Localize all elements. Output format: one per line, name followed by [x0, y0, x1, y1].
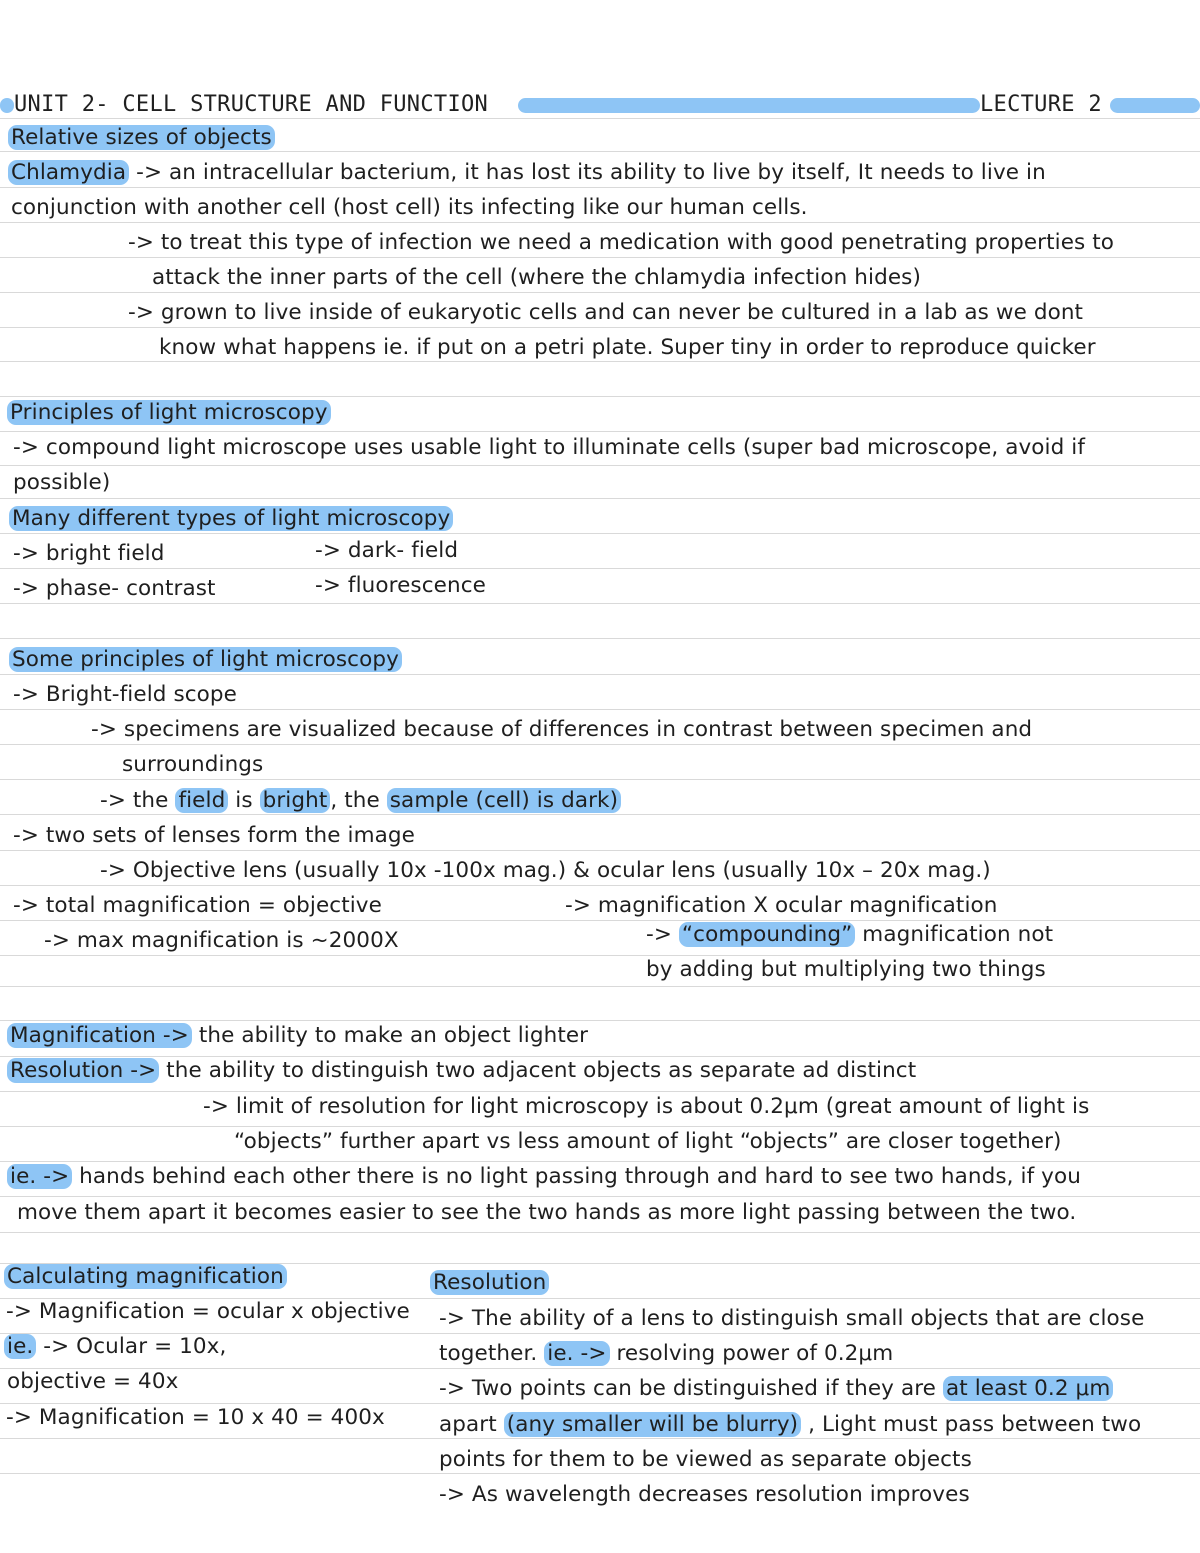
brightfield-line-2: -> specimens are visualized because of differences in contrast between specimen and [91, 717, 1033, 742]
resolution-definition: Resolution -> the ability to distinguish two adjacent objects as separate ad distinct [7, 1056, 916, 1086]
total-mag-right: -> magnification X ocular magnification [565, 893, 998, 918]
type-bright-field: -> bright field [13, 541, 165, 566]
brightfield-line-4: -> the field is bright , the sample (cell) is dark) [100, 786, 621, 816]
res-line-5: points for them to be viewed as separate objects [439, 1447, 972, 1472]
chlamydia-line-2: conjunction with another cell (host cell) its infecting like our human cells. [11, 195, 808, 220]
res-line-3: -> Two points can be distinguished if they are at least 0.2 μm [439, 1374, 1113, 1404]
res-line-4: apart (any smaller will be blurry) , Light must pass between two [439, 1412, 1142, 1437]
chlamydia-line-1: Chlamydia -> an intracellular bacterium, it has lost its ability to live by itself, It needs to live in [8, 158, 1046, 188]
section-title-types: Many different types of light microscopy [9, 504, 453, 534]
compounding-line-1: -> “compounding” magnification not [646, 922, 1054, 947]
lenses-line-2: -> Objective lens (usually 10x -100x mag.) & ocular lens (usually 10x – 20x mag.) [100, 858, 991, 883]
compounding-line-2: by adding but multiplying two things [646, 957, 1046, 982]
header-highlight-left [0, 98, 14, 113]
principles-line-1: -> compound light microscope uses usable light to illuminate cells (super bad microscope, avoid if [13, 435, 1086, 460]
brightfield-line-3: surroundings [122, 752, 264, 777]
resolution-limit-line-2: “objects” further apart vs less amount of light “objects” are closer together) [234, 1129, 1062, 1154]
principles-line-2: possible) [13, 470, 111, 495]
hands-example-line-2: move them apart it becomes easier to see the two hands as more light passing between the two. [17, 1200, 1077, 1225]
lecture-title: LECTURE 2 [980, 92, 1102, 117]
section-title-some-principles: Some principles of light microscopy [9, 645, 402, 675]
chlamydia-line-3: -> to treat this type of infection we need a medication with good penetrating properties to [128, 230, 1115, 255]
calc-line-3: objective = 40x [7, 1369, 179, 1394]
max-mag: -> max magnification is ~2000X [44, 928, 399, 953]
type-phase-contrast: -> phase- contrast [13, 576, 216, 601]
calc-line-2: ie. -> Ocular = 10x, [4, 1332, 226, 1362]
header-highlight-right [1110, 98, 1200, 113]
hands-example-line-1: ie. -> hands behind each other there is no light passing through and hard to see two hands, if you [7, 1162, 1081, 1192]
calc-line-1: -> Magnification = ocular x objective [6, 1299, 410, 1324]
magnification-definition: Magnification -> the ability to make an object lighter [7, 1021, 588, 1051]
res-line-1: -> The ability of a lens to distinguish small objects that are close [439, 1306, 1145, 1331]
section-title-principles: Principles of light microscopy [7, 398, 331, 428]
unit-title: UNIT 2- CELL STRUCTURE AND FUNCTION [14, 92, 489, 117]
chlamydia-line-4: attack the inner parts of the cell (where the chlamydia infection hides) [152, 265, 921, 290]
header-highlight-mid [518, 98, 980, 113]
type-fluorescence: -> fluorescence [315, 573, 486, 598]
lenses-line-1: -> two sets of lenses form the image [13, 823, 416, 848]
chlamydia-line-6: know what happens ie. if put on a petri plate. Super tiny in order to reproduce quicker [159, 335, 1096, 360]
resolution-limit-line-1: -> limit of resolution for light microscopy is about 0.2μm (great amount of light is [203, 1094, 1090, 1119]
res-line-2: together. ie. -> resolving power of 0.2μm [439, 1341, 894, 1366]
section-title-calculating: Calculating magnification [4, 1262, 287, 1292]
section-title-relative-sizes: Relative sizes of objects [8, 123, 275, 153]
res-line-6: -> As wavelength decreases resolution improves [439, 1482, 970, 1507]
total-mag-left: -> total magnification = objective [13, 893, 382, 918]
brightfield-line-1: -> Bright-field scope [13, 682, 238, 707]
calc-line-4: -> Magnification = 10 x 40 = 400x [6, 1405, 385, 1430]
chlamydia-line-5: -> grown to live inside of eukaryotic cells and can never be cultured in a lab as we dont [128, 300, 1084, 325]
section-title-resolution: Resolution [430, 1268, 549, 1298]
chlamydia-term: Chlamydia [8, 160, 129, 185]
type-dark-field: -> dark- field [315, 538, 459, 563]
